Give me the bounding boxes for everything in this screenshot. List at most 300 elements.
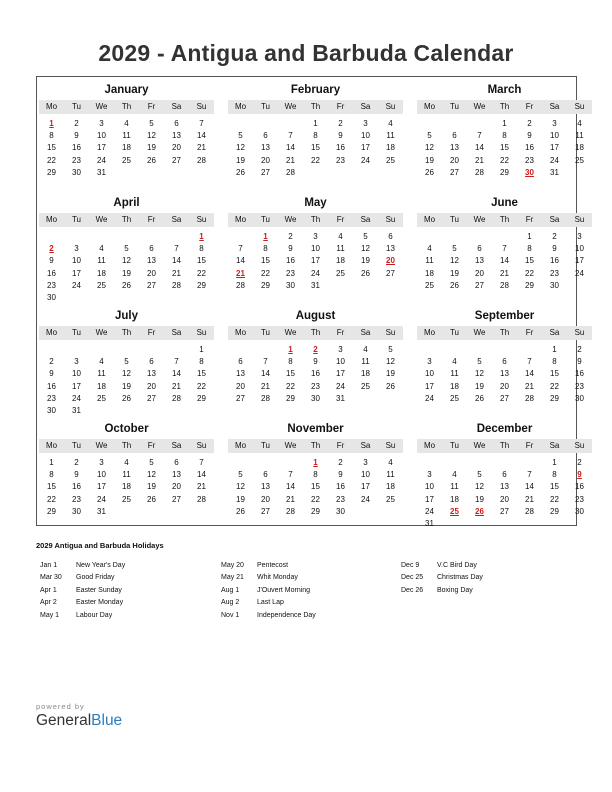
day: 13: [261, 143, 270, 153]
day: 16: [525, 143, 534, 153]
day: 11: [336, 244, 345, 254]
weekday-label: Tu: [260, 102, 271, 111]
holiday-name: Boxing Day: [437, 586, 473, 594]
weekday-header: [39, 213, 214, 227]
day: 3: [363, 119, 368, 128]
empty-cell: [492, 344, 517, 356]
month-june: [417, 196, 592, 292]
day: 14: [197, 131, 206, 141]
weekday-label: Su: [574, 215, 585, 224]
day: 6: [263, 131, 268, 141]
logo-general: General: [36, 712, 92, 729]
day: 5: [238, 470, 243, 480]
day: 2: [288, 232, 293, 241]
day: 25: [336, 268, 345, 278]
day: 21: [261, 381, 270, 391]
day: 12: [425, 143, 434, 153]
weekday-label: Fr: [525, 441, 534, 450]
empty-cell: [89, 344, 114, 356]
holiday-day: 30: [525, 167, 534, 177]
weekday-header: [417, 213, 592, 227]
empty-cell: [39, 344, 64, 356]
day: 9: [338, 131, 343, 141]
empty-cell: [228, 118, 253, 130]
weekday-label: Tu: [71, 102, 82, 111]
weekday-label: Th: [121, 328, 132, 337]
day: 11: [450, 369, 459, 379]
holiday-date: Aug 1: [221, 586, 240, 594]
day: 29: [311, 506, 320, 516]
weekday-label: Su: [574, 441, 585, 450]
holidays-title: 2029 Antigua and Barbuda Holidays: [36, 541, 164, 550]
day: 6: [477, 244, 482, 254]
weekday-label: Su: [196, 102, 207, 111]
day: 23: [47, 280, 56, 290]
weekday-label: Sa: [360, 328, 371, 337]
day: 10: [550, 131, 559, 141]
day: 24: [97, 155, 106, 165]
day: 22: [525, 268, 534, 278]
day: 3: [363, 458, 368, 467]
empty-cell: [278, 457, 303, 469]
month-name: August: [295, 310, 336, 322]
day: 30: [286, 280, 295, 290]
day: 17: [425, 381, 434, 391]
holiday-name: Good Friday: [76, 574, 115, 582]
day: 16: [72, 143, 81, 153]
empty-cell: [467, 231, 492, 243]
holiday-day: 2: [49, 244, 54, 254]
day: 4: [427, 244, 432, 254]
weekday-label: Mo: [423, 328, 436, 337]
day: 21: [286, 494, 295, 504]
holiday-day: 25: [450, 506, 459, 516]
day: 13: [172, 131, 181, 141]
day: 22: [197, 381, 206, 391]
day: 13: [147, 369, 156, 379]
day: 15: [550, 482, 559, 492]
holiday-row: [40, 560, 125, 572]
day: 27: [236, 393, 245, 403]
month-april: [39, 196, 214, 304]
day: 12: [386, 357, 395, 367]
day: 13: [172, 470, 181, 480]
day: 24: [97, 494, 106, 504]
day: 20: [261, 494, 270, 504]
day: 6: [263, 470, 268, 480]
weekday-label: Sa: [171, 102, 182, 111]
day: 19: [147, 143, 156, 153]
day: 11: [97, 369, 106, 379]
holiday-date: Apr 1: [40, 586, 57, 594]
holiday-day: 1: [288, 345, 293, 354]
day: 25: [386, 155, 395, 165]
day: 19: [361, 256, 370, 266]
day: 25: [122, 494, 131, 504]
day: 14: [525, 369, 534, 379]
day: 14: [172, 256, 181, 266]
day: 8: [199, 244, 204, 254]
holiday-date: Dec 9: [401, 562, 420, 569]
day: 31: [72, 405, 81, 415]
day: 10: [311, 244, 320, 254]
holiday-day: 26: [475, 506, 484, 516]
day: 11: [575, 131, 584, 141]
day: 28: [172, 393, 181, 403]
weekday-label: Sa: [549, 328, 560, 337]
empty-cell: [467, 118, 492, 130]
day: 6: [174, 119, 179, 128]
day: 9: [313, 357, 318, 367]
day: 16: [336, 482, 345, 492]
day: 1: [552, 345, 557, 354]
day: 15: [47, 482, 56, 492]
day: 5: [149, 119, 154, 128]
day: 10: [97, 470, 106, 480]
day: 1: [502, 119, 507, 128]
day: 26: [475, 393, 484, 403]
day: 21: [197, 482, 206, 492]
day: 5: [124, 244, 129, 254]
weekday-header: [39, 439, 214, 453]
day: 9: [527, 131, 532, 141]
day: 7: [527, 470, 532, 480]
day: 1: [49, 458, 54, 467]
day: 7: [263, 357, 268, 367]
day: 28: [500, 280, 509, 290]
month-name: May: [304, 197, 327, 209]
empty-cell: [164, 231, 189, 243]
weekday-label: We: [284, 215, 297, 224]
day: 4: [99, 244, 104, 254]
day: 15: [525, 256, 534, 266]
month-name: July: [114, 310, 138, 322]
holiday-name: Pentecost: [257, 562, 289, 569]
day: 24: [311, 268, 320, 278]
day: 20: [475, 268, 484, 278]
day: 28: [197, 155, 206, 165]
brand-logo: [36, 702, 122, 730]
day: 1: [199, 345, 204, 354]
day: 19: [450, 268, 459, 278]
day: 27: [500, 393, 509, 403]
weekday-label: Mo: [234, 328, 247, 337]
month-name: November: [287, 423, 344, 435]
empty-cell: [114, 231, 139, 243]
weekday-label: Fr: [147, 328, 156, 337]
day: 17: [361, 482, 370, 492]
day: 28: [261, 393, 270, 403]
day: 8: [199, 357, 204, 367]
day: 4: [388, 119, 393, 128]
day: 15: [197, 256, 206, 266]
holiday-date: Dec 25: [401, 574, 424, 582]
day: 5: [149, 458, 154, 467]
holiday-date: Dec 26: [401, 586, 424, 594]
day: 3: [74, 357, 79, 367]
day: 13: [386, 244, 395, 254]
day: 27: [147, 393, 156, 403]
day: 17: [72, 268, 81, 278]
day: 19: [236, 494, 245, 504]
day: 7: [238, 244, 243, 254]
day-grid: [417, 231, 592, 292]
day: 5: [427, 131, 432, 141]
weekday-label: Tu: [449, 328, 460, 337]
weekday-label: We: [473, 328, 486, 337]
day: 23: [72, 155, 81, 165]
holiday-date: Jan 1: [40, 562, 58, 569]
day: 4: [363, 345, 368, 354]
day: 13: [500, 482, 509, 492]
day: 18: [361, 369, 370, 379]
month-september: [417, 309, 592, 405]
day: 16: [336, 143, 345, 153]
day: 20: [500, 494, 509, 504]
empty-cell: [417, 344, 442, 356]
day: 2: [577, 345, 582, 354]
day: 31: [311, 280, 320, 290]
weekday-label: Tu: [260, 441, 271, 450]
day: 23: [525, 155, 534, 165]
day: 19: [386, 369, 395, 379]
day: 10: [336, 357, 345, 367]
day: 12: [147, 470, 156, 480]
empty-cell: [442, 457, 467, 469]
day: 20: [172, 143, 181, 153]
day: 11: [361, 357, 370, 367]
holiday-column: [221, 560, 316, 622]
day: 29: [261, 280, 270, 290]
empty-cell: [89, 231, 114, 243]
day: 30: [575, 393, 584, 403]
holiday-name: Christmas Day: [437, 574, 483, 582]
day: 6: [502, 470, 507, 480]
holiday-name: New Year's Day: [76, 562, 126, 569]
day: 13: [500, 369, 509, 379]
empty-cell: [417, 118, 442, 130]
day: 3: [99, 458, 104, 467]
day: 25: [386, 494, 395, 504]
day: 20: [147, 268, 156, 278]
general-blue-logo: [36, 712, 122, 730]
day-grid: [39, 231, 214, 304]
day: 5: [238, 131, 243, 141]
month-name: March: [487, 84, 522, 96]
day: 22: [311, 494, 320, 504]
day-grid: [228, 344, 403, 405]
day: 20: [261, 155, 270, 165]
holiday-day: 2: [313, 345, 318, 354]
day: 13: [450, 143, 459, 153]
day: 12: [450, 256, 459, 266]
holiday-name: Easter Sunday: [76, 586, 122, 594]
day: 12: [122, 256, 131, 266]
day: 6: [452, 131, 457, 141]
day: 26: [386, 381, 395, 391]
holiday-date: Aug 2: [221, 599, 240, 607]
month-july: [39, 309, 214, 417]
weekday-label: Su: [574, 328, 585, 337]
day: 12: [475, 482, 484, 492]
day: 10: [72, 256, 81, 266]
day: 6: [502, 357, 507, 367]
weekday-label: Tu: [71, 328, 82, 337]
weekday-label: Mo: [423, 215, 436, 224]
day: 12: [236, 143, 245, 153]
day: 29: [47, 506, 56, 516]
day: 26: [425, 167, 434, 177]
weekday-label: Th: [310, 328, 321, 337]
day: 5: [388, 345, 393, 354]
day-grid: [39, 118, 214, 179]
day: 30: [550, 280, 559, 290]
month-name: December: [476, 423, 533, 435]
day: 17: [336, 369, 345, 379]
weekday-label: Th: [121, 102, 132, 111]
weekday-header: [417, 100, 592, 114]
day: 20: [450, 155, 459, 165]
day: 7: [502, 244, 507, 254]
weekday-label: We: [284, 102, 297, 111]
day: 7: [174, 244, 179, 254]
weekday-label: Fr: [147, 441, 156, 450]
holiday-date: May 21: [221, 574, 244, 582]
day: 5: [363, 232, 368, 241]
logo-blue: Blue: [91, 712, 123, 729]
day: 21: [286, 155, 295, 165]
day: 29: [525, 280, 534, 290]
day: 25: [97, 393, 106, 403]
weekday-header: [417, 326, 592, 340]
empty-cell: [39, 231, 64, 243]
day: 6: [149, 244, 154, 254]
day: 5: [124, 357, 129, 367]
weekday-label: Sa: [171, 441, 182, 450]
holiday-row: [221, 610, 316, 622]
day: 15: [261, 256, 270, 266]
day: 22: [197, 268, 206, 278]
day: 22: [550, 494, 559, 504]
day: 8: [313, 470, 318, 480]
empty-cell: [64, 344, 89, 356]
day: 23: [575, 494, 584, 504]
day: 14: [286, 482, 295, 492]
day: 19: [122, 381, 131, 391]
day: 14: [286, 143, 295, 153]
day: 18: [336, 256, 345, 266]
day: 3: [313, 232, 318, 241]
day: 15: [550, 369, 559, 379]
weekday-label: Fr: [147, 215, 156, 224]
day: 4: [452, 357, 457, 367]
holiday-row: [221, 560, 316, 572]
day: 18: [122, 143, 131, 153]
weekday-label: Mo: [45, 102, 58, 111]
day: 19: [475, 494, 484, 504]
day: 11: [122, 470, 131, 480]
day: 11: [386, 470, 395, 480]
day-grid: [228, 457, 403, 518]
day: 25: [361, 381, 370, 391]
day: 14: [525, 482, 534, 492]
day: 3: [338, 345, 343, 354]
holiday-name: Labour Day: [76, 611, 113, 619]
day: 16: [47, 381, 56, 391]
day: 30: [311, 393, 320, 403]
day: 14: [172, 369, 181, 379]
day: 2: [527, 119, 532, 128]
day: 22: [261, 268, 270, 278]
empty-cell: [417, 231, 442, 243]
holiday-name: Last Lap: [257, 599, 284, 607]
day: 10: [425, 482, 434, 492]
weekday-label: Sa: [360, 215, 371, 224]
day: 26: [147, 155, 156, 165]
day: 23: [72, 494, 81, 504]
day: 15: [286, 369, 295, 379]
weekday-header: [39, 326, 214, 340]
month-march: [417, 83, 592, 179]
day: 31: [336, 393, 345, 403]
powered-by-text: powered by: [36, 702, 85, 711]
day: 19: [236, 155, 245, 165]
day: 27: [147, 280, 156, 290]
empty-cell: [64, 231, 89, 243]
day: 8: [49, 131, 54, 141]
day: 7: [477, 131, 482, 141]
day: 17: [72, 381, 81, 391]
day: 19: [475, 381, 484, 391]
day: 3: [74, 244, 79, 254]
day: 6: [388, 232, 393, 241]
day: 21: [500, 268, 509, 278]
day: 3: [427, 470, 432, 480]
day: 21: [525, 494, 534, 504]
day: 4: [577, 119, 582, 128]
day: 20: [147, 381, 156, 391]
day: 7: [527, 357, 532, 367]
calendar-frame: [36, 76, 585, 528]
day: 22: [47, 155, 56, 165]
empty-cell: [228, 344, 253, 356]
day: 18: [97, 381, 106, 391]
day: 5: [477, 357, 482, 367]
day: 10: [361, 470, 370, 480]
day: 10: [575, 244, 584, 254]
holiday-column: [40, 560, 125, 622]
day: 7: [199, 119, 204, 128]
day: 1: [552, 458, 557, 467]
day: 8: [527, 244, 532, 254]
empty-cell: [278, 118, 303, 130]
day: 25: [122, 155, 131, 165]
day: 24: [550, 155, 559, 165]
day: 24: [361, 155, 370, 165]
weekday-label: Fr: [525, 328, 534, 337]
weekday-label: Fr: [336, 441, 345, 450]
day: 15: [197, 369, 206, 379]
month-november: [228, 422, 403, 518]
day: 7: [288, 470, 293, 480]
day: 8: [552, 470, 557, 480]
empty-cell: [253, 457, 278, 469]
day: 17: [361, 143, 370, 153]
day: 11: [425, 256, 434, 266]
day: 8: [552, 357, 557, 367]
day: 2: [577, 458, 582, 467]
day: 6: [149, 357, 154, 367]
